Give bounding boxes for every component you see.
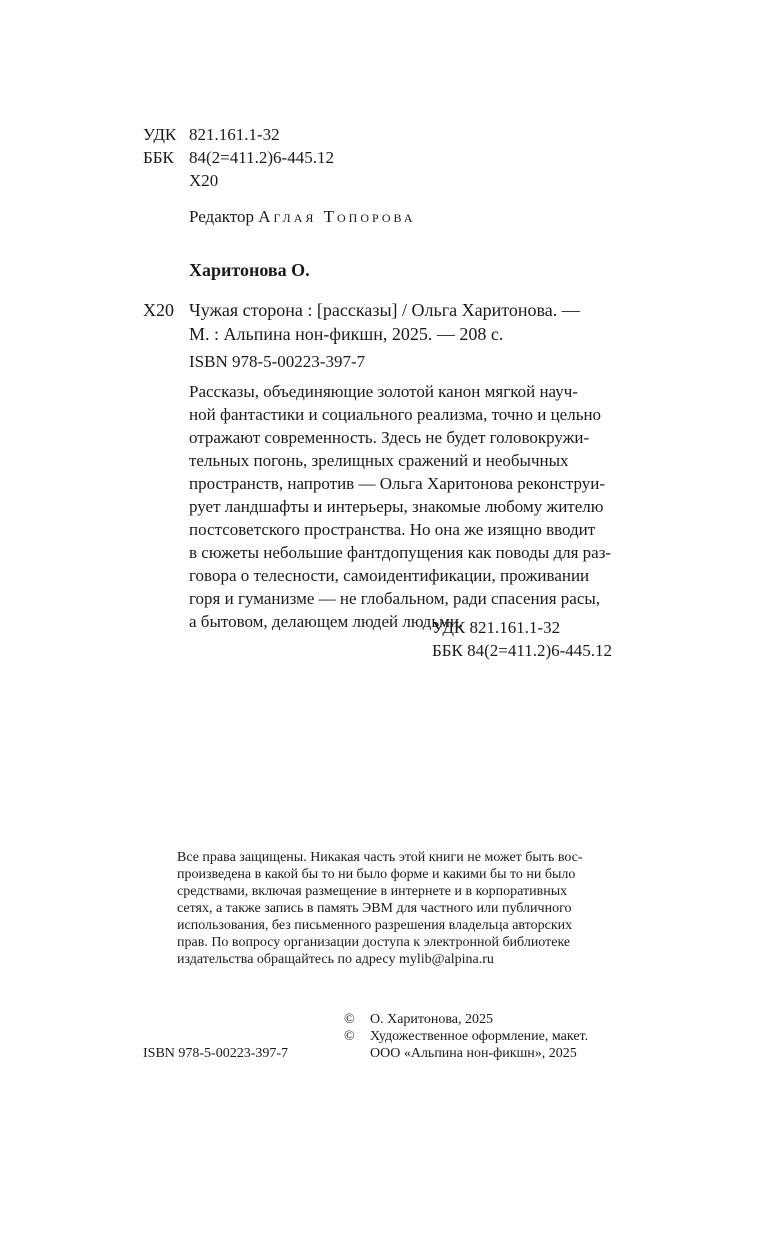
copyright-block (344, 1011, 644, 1062)
udk-line (143, 123, 334, 146)
copyright-author-text: О. Харитонова, 2025 (370, 1012, 493, 1027)
annotation-line: постсоветского пространства. Но она же изящно вводит (189, 520, 596, 539)
rights-line: Все права защищены. Никакая часть этой книги не может быть вос- (177, 850, 583, 865)
copyright-publisher (344, 1028, 644, 1062)
annotation-line: горя и гуманизме — не глобальном, ради спасения расы, (189, 589, 601, 608)
bottom-isbn: ISBN 978-5-00223-397-7 (143, 1046, 289, 1061)
rights-line: использования, без письменного разрешения владельца авторских (177, 918, 573, 933)
index-bbk: ББК 84(2=411.2)6-445.12 (432, 641, 613, 660)
annotation-line: говора о телесности, самоидентификации, проживании (189, 566, 590, 585)
annotation-line: тельных погонь, зрелищных сражений и необычных (189, 451, 569, 470)
rights-line: прав. По вопросу организации доступа к электронной библиотеке (177, 935, 571, 950)
annotation-line: а бытовом, делающем людей людьми. (189, 612, 464, 631)
copyright-icon: © (344, 1012, 355, 1027)
editor-label: Редактор (189, 207, 254, 226)
bbk-label: ББК (143, 148, 174, 167)
annotation-line: Рассказы, объединяющие золотой канон мягкой науч- (189, 382, 578, 401)
record-line-1: Чужая сторона : [рассказы] / Ольга Харитонова. — (189, 300, 580, 320)
rights-notice (177, 849, 637, 968)
rights-line: средствами, включая размещение в интернете и в корпоративных (177, 884, 568, 899)
author-mark: Х20 (189, 171, 219, 190)
classification-block (143, 123, 334, 192)
annotation-line: ной фантастики и социального реализма, точно и цельно (189, 405, 602, 424)
udk-label: УДК (143, 125, 177, 144)
editor-name: Аглая Топорова (258, 207, 416, 226)
annotation-line: рует ландшафты и интерьеры, знакомые любому жителю (189, 497, 604, 516)
udk-value: 821.161.1-32 (189, 125, 280, 144)
copyright-icon: © (344, 1029, 355, 1044)
annotation-line: отражают современность. Здесь не будет головокружи- (189, 428, 590, 447)
copyright-publisher-text: ООО «Альпина нон-фикшн», 2025 (370, 1046, 577, 1061)
index-block (432, 616, 612, 662)
editor-line (189, 205, 415, 228)
record-mark: Х20 (143, 300, 174, 320)
annotation-line: пространств, напротив — Ольга Харитонова реконструи- (189, 474, 606, 493)
author-mark-line (143, 169, 334, 192)
bbk-line (143, 146, 334, 169)
record-isbn: ISBN 978-5-00223-397-7 (189, 352, 366, 371)
record-line-2: М. : Альпина нон-фикшн, 2025. — 208 с. (189, 324, 504, 344)
rights-line: издательства обращайтесь по адресу mylib@alpina.ru (177, 952, 494, 967)
index-udk: УДК 821.161.1-32 (432, 618, 561, 637)
copyright-design-text: Художественное оформление, макет. (370, 1029, 589, 1044)
record-text (189, 298, 629, 346)
rights-line: сетях, а также запись в память ЭВМ для частного или публичного (177, 901, 572, 916)
annotation (189, 380, 634, 633)
copyright-author (344, 1011, 644, 1028)
author-heading: Харитонова О. (189, 260, 310, 280)
annotation-line: в сюжеты небольшие фантдопущения как поводы для раз- (189, 543, 612, 562)
rights-line: произведена в какой бы то ни было форме и какими бы то ни было (177, 867, 576, 882)
bbk-value: 84(2=411.2)6-445.12 (189, 148, 334, 167)
